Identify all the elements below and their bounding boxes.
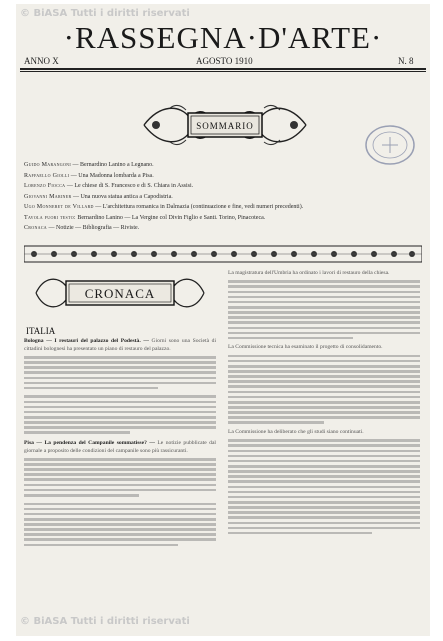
table-of-contents (24, 160, 424, 234)
toc-item: Lorenzo Fiocca — Le chiese di S. Francesco e di S. Chiara in Assisi. (24, 183, 194, 189)
sommario-ornament (140, 100, 310, 150)
news-paragraph: Pisa — La pendenza del Campanile sommatisse? — Le notizie pubblicate dal giornale a proposito delle condizioni del campanile sono più rassicuranti. (24, 439, 216, 454)
paragraph-body (24, 458, 216, 546)
paragraph-body (24, 356, 216, 434)
copyright-watermark-bottom: © BiASA Tutti i diritti riservati (20, 616, 190, 627)
toc-item: Ugo Monneret de Villard — L'architettura romanica in Dalmazia (continuazione e fine, vedi numeri precedenti). (24, 204, 304, 210)
journal-title: ·RASSEGNA·D'ARTE· (63, 20, 383, 55)
country-heading: ITALIA (26, 326, 56, 336)
toc-item: Raffaello Giolli — Una Madonna lombarda a Pisa. (24, 172, 154, 179)
decorative-band (24, 244, 422, 264)
left-column (24, 270, 216, 549)
paragraph-body (228, 355, 420, 424)
right-column (228, 270, 420, 537)
sommario-heading: SOMMARIO (196, 121, 254, 131)
journal-page (16, 4, 430, 636)
news-paragraph: La Commissione tecnica ha esaminato il progetto di consolidamento. (228, 344, 383, 351)
top-rule-thin (20, 71, 426, 72)
paragraph-body (228, 439, 420, 534)
paragraph-body (228, 280, 420, 339)
toc-item: Giovanni Mariner — Una nuova statua antica a Capodistria. (24, 193, 173, 200)
news-paragraph: La Commissione ha deliberato che gli studi siano continuati. (228, 429, 364, 436)
toc-item: Guido Marangoni — Bernardino Lanino a Legnano. (24, 162, 154, 168)
toc-item: Cronaca — Notizie — Bibliografia — Riviste. (24, 225, 140, 231)
top-rule (20, 68, 426, 70)
copyright-watermark: © BiASA Tutti i diritti riservati (20, 8, 190, 19)
news-paragraph: Bologna — I restauri del palazzo del Podestà. — Giorni sono una Società di cittadini bolognesi ha presentato un piano di restauro del palazzo. (24, 338, 216, 352)
journal-date: AGOSTO 1910 (196, 56, 253, 66)
toc-item: Tavola fuori testo: Bernardino Lanino — La Vergine col Divin Figlio e Santi. Torino, Pinacoteca. (24, 214, 266, 221)
cronaca-ornament (34, 274, 206, 312)
cronaca-heading: CRONACA (84, 286, 156, 301)
news-paragraph: La magistratura dell'Umbria ha ordinato i lavori di restauro della chiesa. (228, 270, 390, 276)
journal-number: N. 8 (398, 56, 414, 66)
journal-year: ANNO X (24, 56, 59, 66)
